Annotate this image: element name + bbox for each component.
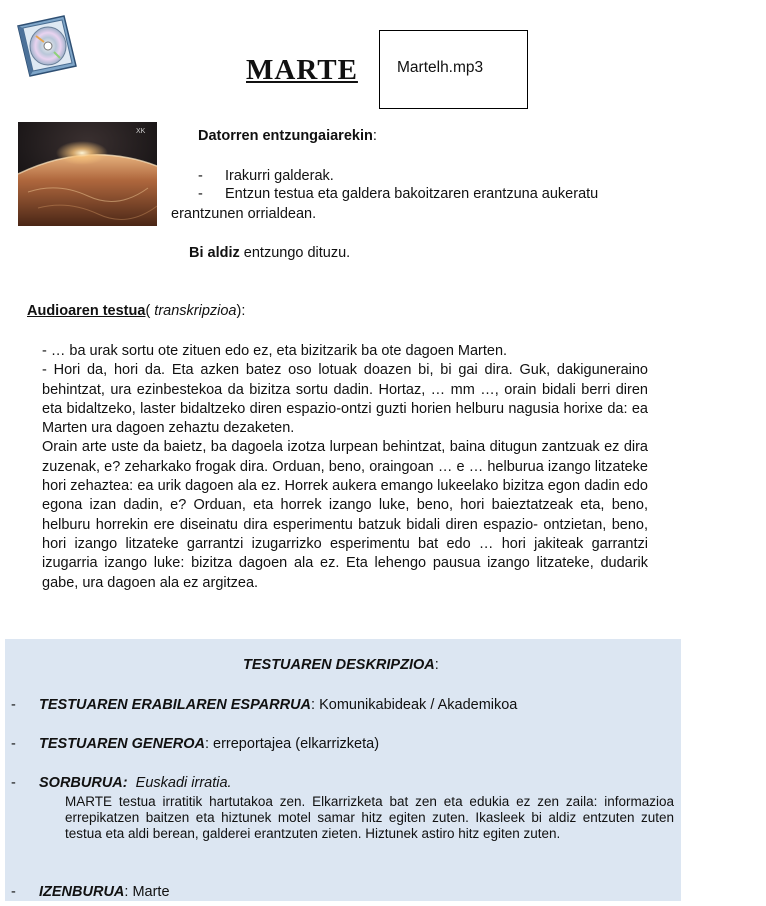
intro-heading-suffix: : xyxy=(372,128,377,144)
audio-file-label: Martelh.mp3 xyxy=(397,59,484,76)
intro-bullet-1: - Irakurri galderak. xyxy=(198,168,334,184)
description-title-suffix: : xyxy=(434,657,439,673)
title-label: IZENBURUA xyxy=(39,884,125,900)
listen-twice-note xyxy=(189,245,350,261)
genre-value: : erreportajea (elkarrizketa) xyxy=(204,736,380,752)
bullet-dash: - xyxy=(11,884,16,900)
audio-file-link[interactable] xyxy=(379,30,528,109)
source-description: MARTE testua irratitik hartutakoa zen. Elkarrizketa bat zen eta edukia ez zen zaila: informazioa errepikatzen baitzen eta hiztunek motel samar hitz egiten zuten. Ikasleek bi aldiz entzuten zuten testua eta aldi berean, galderei erantzuten zieten. Hiztunek astiro hitz egiten zuten. xyxy=(65,794,674,842)
scope-value: : Komunikabideak / Akademikoa xyxy=(311,697,518,713)
page-title: MARTE xyxy=(246,54,358,86)
intro-heading-text: Datorren entzungaiarekin xyxy=(198,128,373,144)
transcript-heading xyxy=(27,303,245,319)
transcript-heading-close: ): xyxy=(236,303,246,319)
transcript-body xyxy=(42,342,648,593)
intro-bullet-2-text: Entzun testua eta galdera bakoitzaren erantzuna aukeratu xyxy=(225,186,599,202)
description-panel xyxy=(5,639,681,901)
mars-planet-image xyxy=(18,122,157,226)
svg-text:XK: XK xyxy=(136,128,146,135)
source-label: SORBURUA: xyxy=(39,775,128,791)
intro-heading xyxy=(198,128,377,144)
source-value: Euskadi irratia. xyxy=(127,775,232,791)
intro-bullet-2-continuation: erantzunen orrialdean. xyxy=(171,206,317,222)
description-title-text: TESTUAREN DESKRIPZIOA xyxy=(243,657,435,673)
genre-label: TESTUAREN GENEROA xyxy=(39,736,205,752)
scope-item xyxy=(11,697,518,713)
genre-item xyxy=(11,736,380,752)
description-title xyxy=(243,657,439,673)
bullet-dash: - xyxy=(11,736,16,752)
intro-bullet-1-text: Irakurri galderak. xyxy=(225,168,334,184)
intro-bullet-2: - Entzun testua eta galdera bakoitzaren erantzuna aukeratu xyxy=(198,186,599,202)
listen-twice-rest: entzungo dituzu. xyxy=(239,245,351,261)
title-value: : Marte xyxy=(124,884,170,900)
bullet-dash: - xyxy=(11,697,16,713)
source-item xyxy=(11,775,232,791)
transcript-heading-italic: transkripzioa xyxy=(154,303,237,319)
bullet-dash: - xyxy=(11,775,16,791)
transcript-paragraph: - Hori da, hori da. Eta azken batez oso lotuak doazen bi, bi gai dira. Guk, dakiguneraino behintzat, ura ezinbestekoa da bizitza sortu dadin. Hortaz, … mm …, orain bidali berri diren eta bidaltzeko, laster bidaltzeko diren espazio-ontzi guzti horien helburu nagusia horixe da: ea Marten ura dagoen zehaztu dezaketen. xyxy=(42,362,648,437)
transcript-heading-open: ( xyxy=(145,303,155,319)
cd-case-icon xyxy=(14,14,80,80)
title-item xyxy=(11,884,170,900)
listen-twice-bold: Bi aldiz xyxy=(189,245,240,261)
transcript-paragraph: - … ba urak sortu ote zituen edo ez, eta bizitzarik ba ote dagoen Marten. xyxy=(42,343,508,359)
transcript-heading-text: Audioaren testua xyxy=(27,303,146,319)
scope-label: TESTUAREN ERABILAREN ESPARRUA xyxy=(39,697,312,713)
transcript-paragraph: Orain arte uste da baietz, ba dagoela izotza lurpean behintzat, baina ditugun zantzuak ez dira zuzenak, e? zeharkako frogak dira. Orduan, beno, oraingoan … e … helburua izango litzateke hori zehaztea: ea urik dagoen ala ez. Horrek aukera emango lukeelako bizitza egon dadin edo egona izan dadin, e? Orduan, eta horrek izango luke, beno, hori baieztatzeak eta, beno, helburu horrekin ere diseinatu dira esperimentu batzuk bidali diren espazio- ontzietan, beno, hori izango litzateke garrantzi izugarrizko esperimentu bat edo … hori jakiteak garrantzi izugarria izango luke: bizitza dagoen ala ez. Eta lehengo pausua izango litzateke, dudarik gabe, ura dagoen ala ez argitzea. xyxy=(42,439,648,591)
